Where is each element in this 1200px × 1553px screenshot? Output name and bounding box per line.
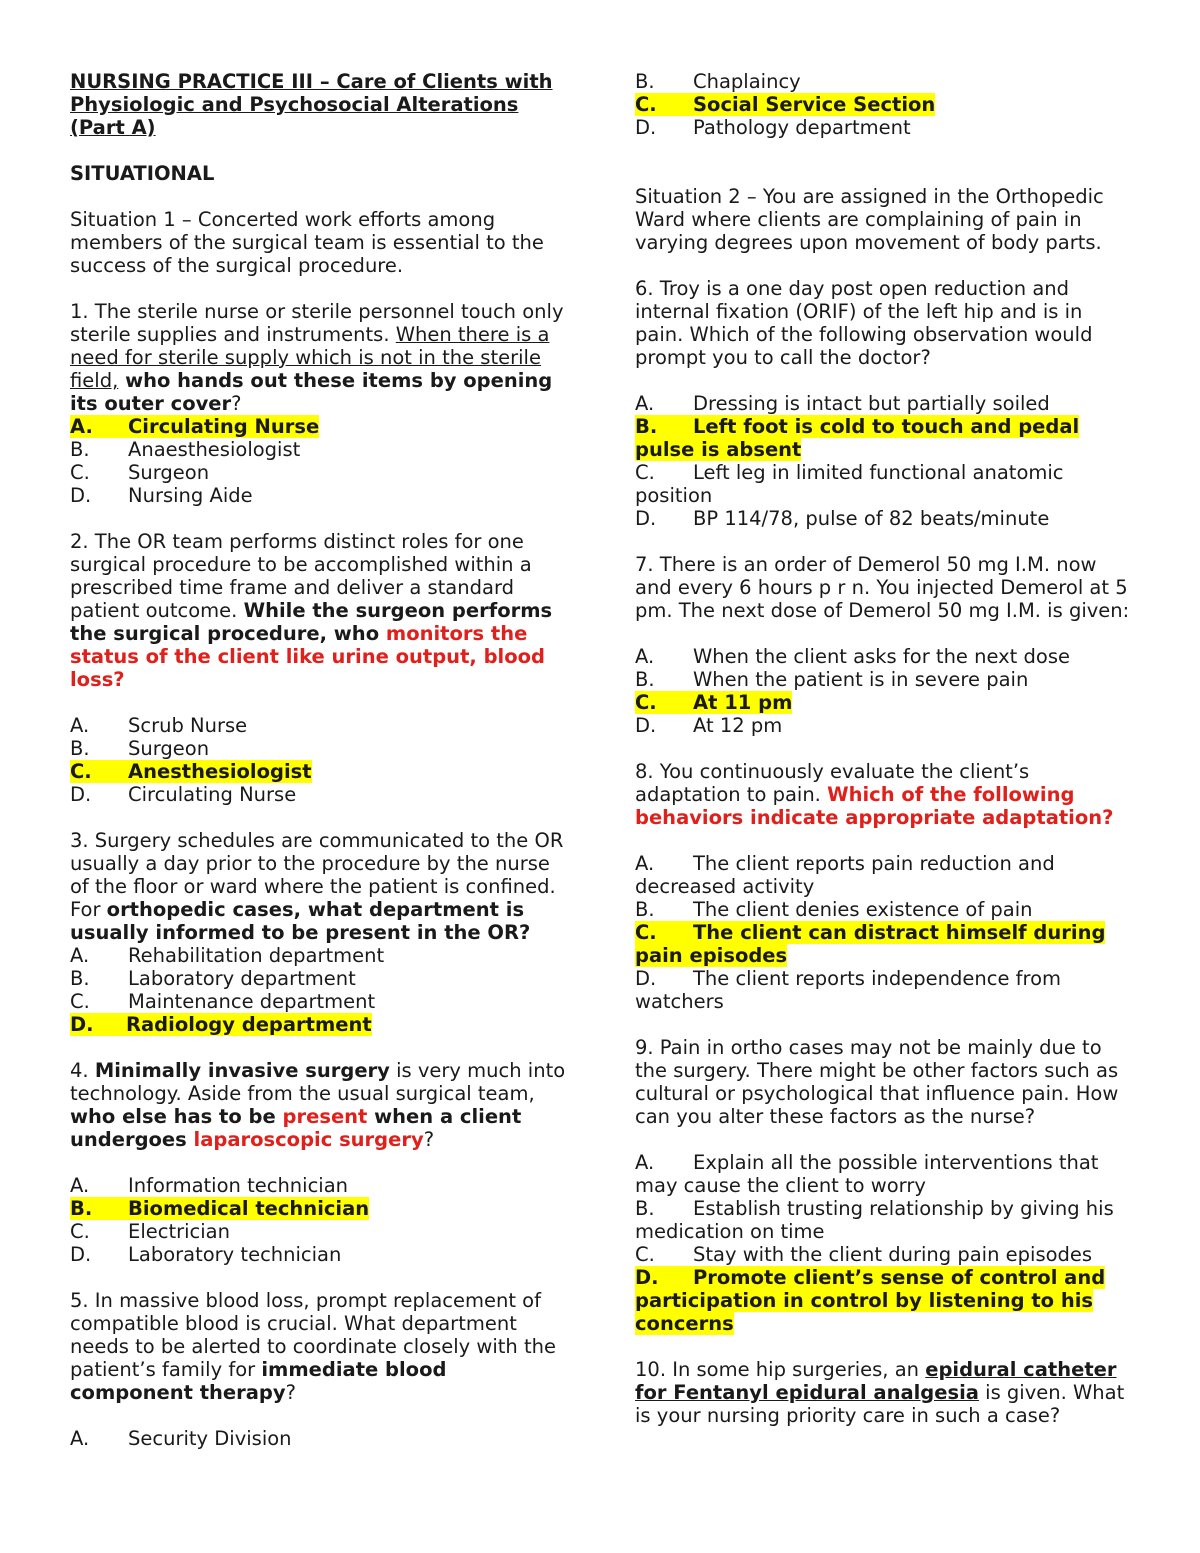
q9-option-d: D. Promote client’s sense of control and participation in control by listening to his concerns <box>635 1266 1106 1335</box>
q4-option-b: B. Biomedical technician <box>70 1197 370 1220</box>
question-3-stem: 3. Surgery schedules are communicated to the OR usually a day prior to the procedure by the nurse of the floor or ward where the patient is confined. For orthopedic cases, what department is usually informed to be present in the OR? <box>70 829 564 944</box>
q5-option-b: B. Chaplaincy <box>635 70 801 93</box>
q3-option-a: A. Rehabilitation department <box>70 944 385 967</box>
q3-option-b: B. Laboratory department <box>70 967 356 990</box>
q9-option-c: C. Stay with the client during pain episodes <box>635 1243 1093 1266</box>
q6-option-d: D. BP 114/78, pulse of 82 beats/minute <box>635 507 1050 530</box>
right-column <box>635 70 1130 1427</box>
q8-option-b: B. The client denies existence of pain <box>635 898 1033 921</box>
q2-option-c: C. Anesthesiologist <box>70 760 312 783</box>
question-2-stem: 2. The OR team performs distinct roles for one surgical procedure to be accomplished within a prescribed time frame and deliver a standard patient outcome. While the surgeon performs the surgical procedure, who monitors the status of the client like urine output, blood loss? <box>70 530 553 691</box>
q6-option-c: C. Left leg in limited functional anatomic position <box>635 461 1064 507</box>
q4-option-d: D. Laboratory technician <box>70 1243 342 1266</box>
q2-option-d: D. Circulating Nurse <box>70 783 297 806</box>
q1-option-a: A. Circulating Nurse <box>70 415 320 438</box>
q5-option-d: D. Pathology department <box>635 116 911 139</box>
q4-option-a: A. Information technician <box>70 1174 349 1197</box>
situation-2-intro: Situation 2 – You are assigned in the Orthopedic Ward where clients are complaining of pain in varying degrees upon movement of body parts. <box>635 185 1104 254</box>
question-7-stem: 7. There is an order of Demerol 50 mg I.M. now and every 6 hours p r n. You injected Demerol at 5 pm. The next dose of Demerol 50 mg I.M. is given: <box>635 553 1130 622</box>
question-9-stem: 9. Pain in ortho cases may not be mainly due to the surgery. There might be other factors such as cultural or psychological that influence pain. How can you alter these factors as the nurse? <box>635 1036 1119 1128</box>
q7-option-b: B. When the patient is in severe pain <box>635 668 1029 691</box>
q7-option-a: A. When the client asks for the next dose <box>635 645 1070 668</box>
q5-option-c: C. Social Service Section <box>635 93 936 116</box>
q6-option-b: B. Left foot is cold to touch and pedal pulse is absent <box>635 415 1080 461</box>
document-title: NURSING PRACTICE III – Care of Clients with Physiologic and Psychosocial Alterations (Part A) <box>70 70 553 139</box>
q7-option-d: D. At 12 pm <box>635 714 783 737</box>
q2-option-a: A. Scrub Nurse <box>70 714 248 737</box>
q9-option-a: A. Explain all the possible interventions that may cause the client to worry <box>635 1151 1099 1197</box>
q2-option-b: B. Surgeon <box>70 737 210 760</box>
situation-1-intro: Situation 1 – Concerted work efforts among members of the surgical team is essential to the success of the surgical procedure. <box>70 208 544 277</box>
q6-option-a: A. Dressing is intact but partially soiled <box>635 392 1050 415</box>
question-1-stem: 1. The sterile nurse or sterile personnel touch only sterile supplies and instruments. When there is a need for sterile supply which is not in the sterile field, who hands out these items by opening its outer cover? <box>70 300 564 415</box>
q8-option-a: A. The client reports pain reduction and decreased activity <box>635 852 1055 898</box>
q3-option-d: D. Radiology department <box>70 1013 372 1036</box>
section-heading: SITUATIONAL <box>70 162 215 185</box>
q5-option-a: A. Security Division <box>70 1427 292 1450</box>
question-6-stem: 6. Troy is a one day post open reduction and internal fixation (ORIF) of the left hip and is in pain. Which of the following observation would prompt you to call the doctor? <box>635 277 1093 369</box>
question-8-stem: 8. You continuously evaluate the client’s adaptation to pain. Which of the following behaviors indicate appropriate adaptation? <box>635 760 1114 829</box>
left-column <box>70 70 570 1450</box>
q8-option-c: C. The client can distract himself during pain episodes <box>635 921 1106 967</box>
question-4-stem: 4. Minimally invasive surgery is very much into technology. Aside from the usual surgical team, who else has to be present when a client undergoes laparoscopic surgery? <box>70 1059 566 1151</box>
q3-option-c: C. Maintenance department <box>70 990 376 1013</box>
q7-option-c: C. At 11 pm <box>635 691 793 714</box>
q1-option-d: D. Nursing Aide <box>70 484 253 507</box>
q1-option-c: C. Surgeon <box>70 461 210 484</box>
question-5-stem: 5. In massive blood loss, prompt replacement of compatible blood is crucial. What department needs to be alerted to coordinate closely with the patient’s family for immediate blood component therapy? <box>70 1289 556 1404</box>
q1-option-b: B. Anaesthesiologist <box>70 438 301 461</box>
q9-option-b: B. Establish trusting relationship by giving his medication on time <box>635 1197 1114 1243</box>
q8-option-d: D. The client reports independence from watchers <box>635 967 1062 1013</box>
q4-option-c: C. Electrician <box>70 1220 230 1243</box>
question-10-stem: 10. In some hip surgeries, an epidural catheter for Fentanyl epidural analgesia is given. What is your nursing priority care in such a case? <box>635 1358 1125 1427</box>
